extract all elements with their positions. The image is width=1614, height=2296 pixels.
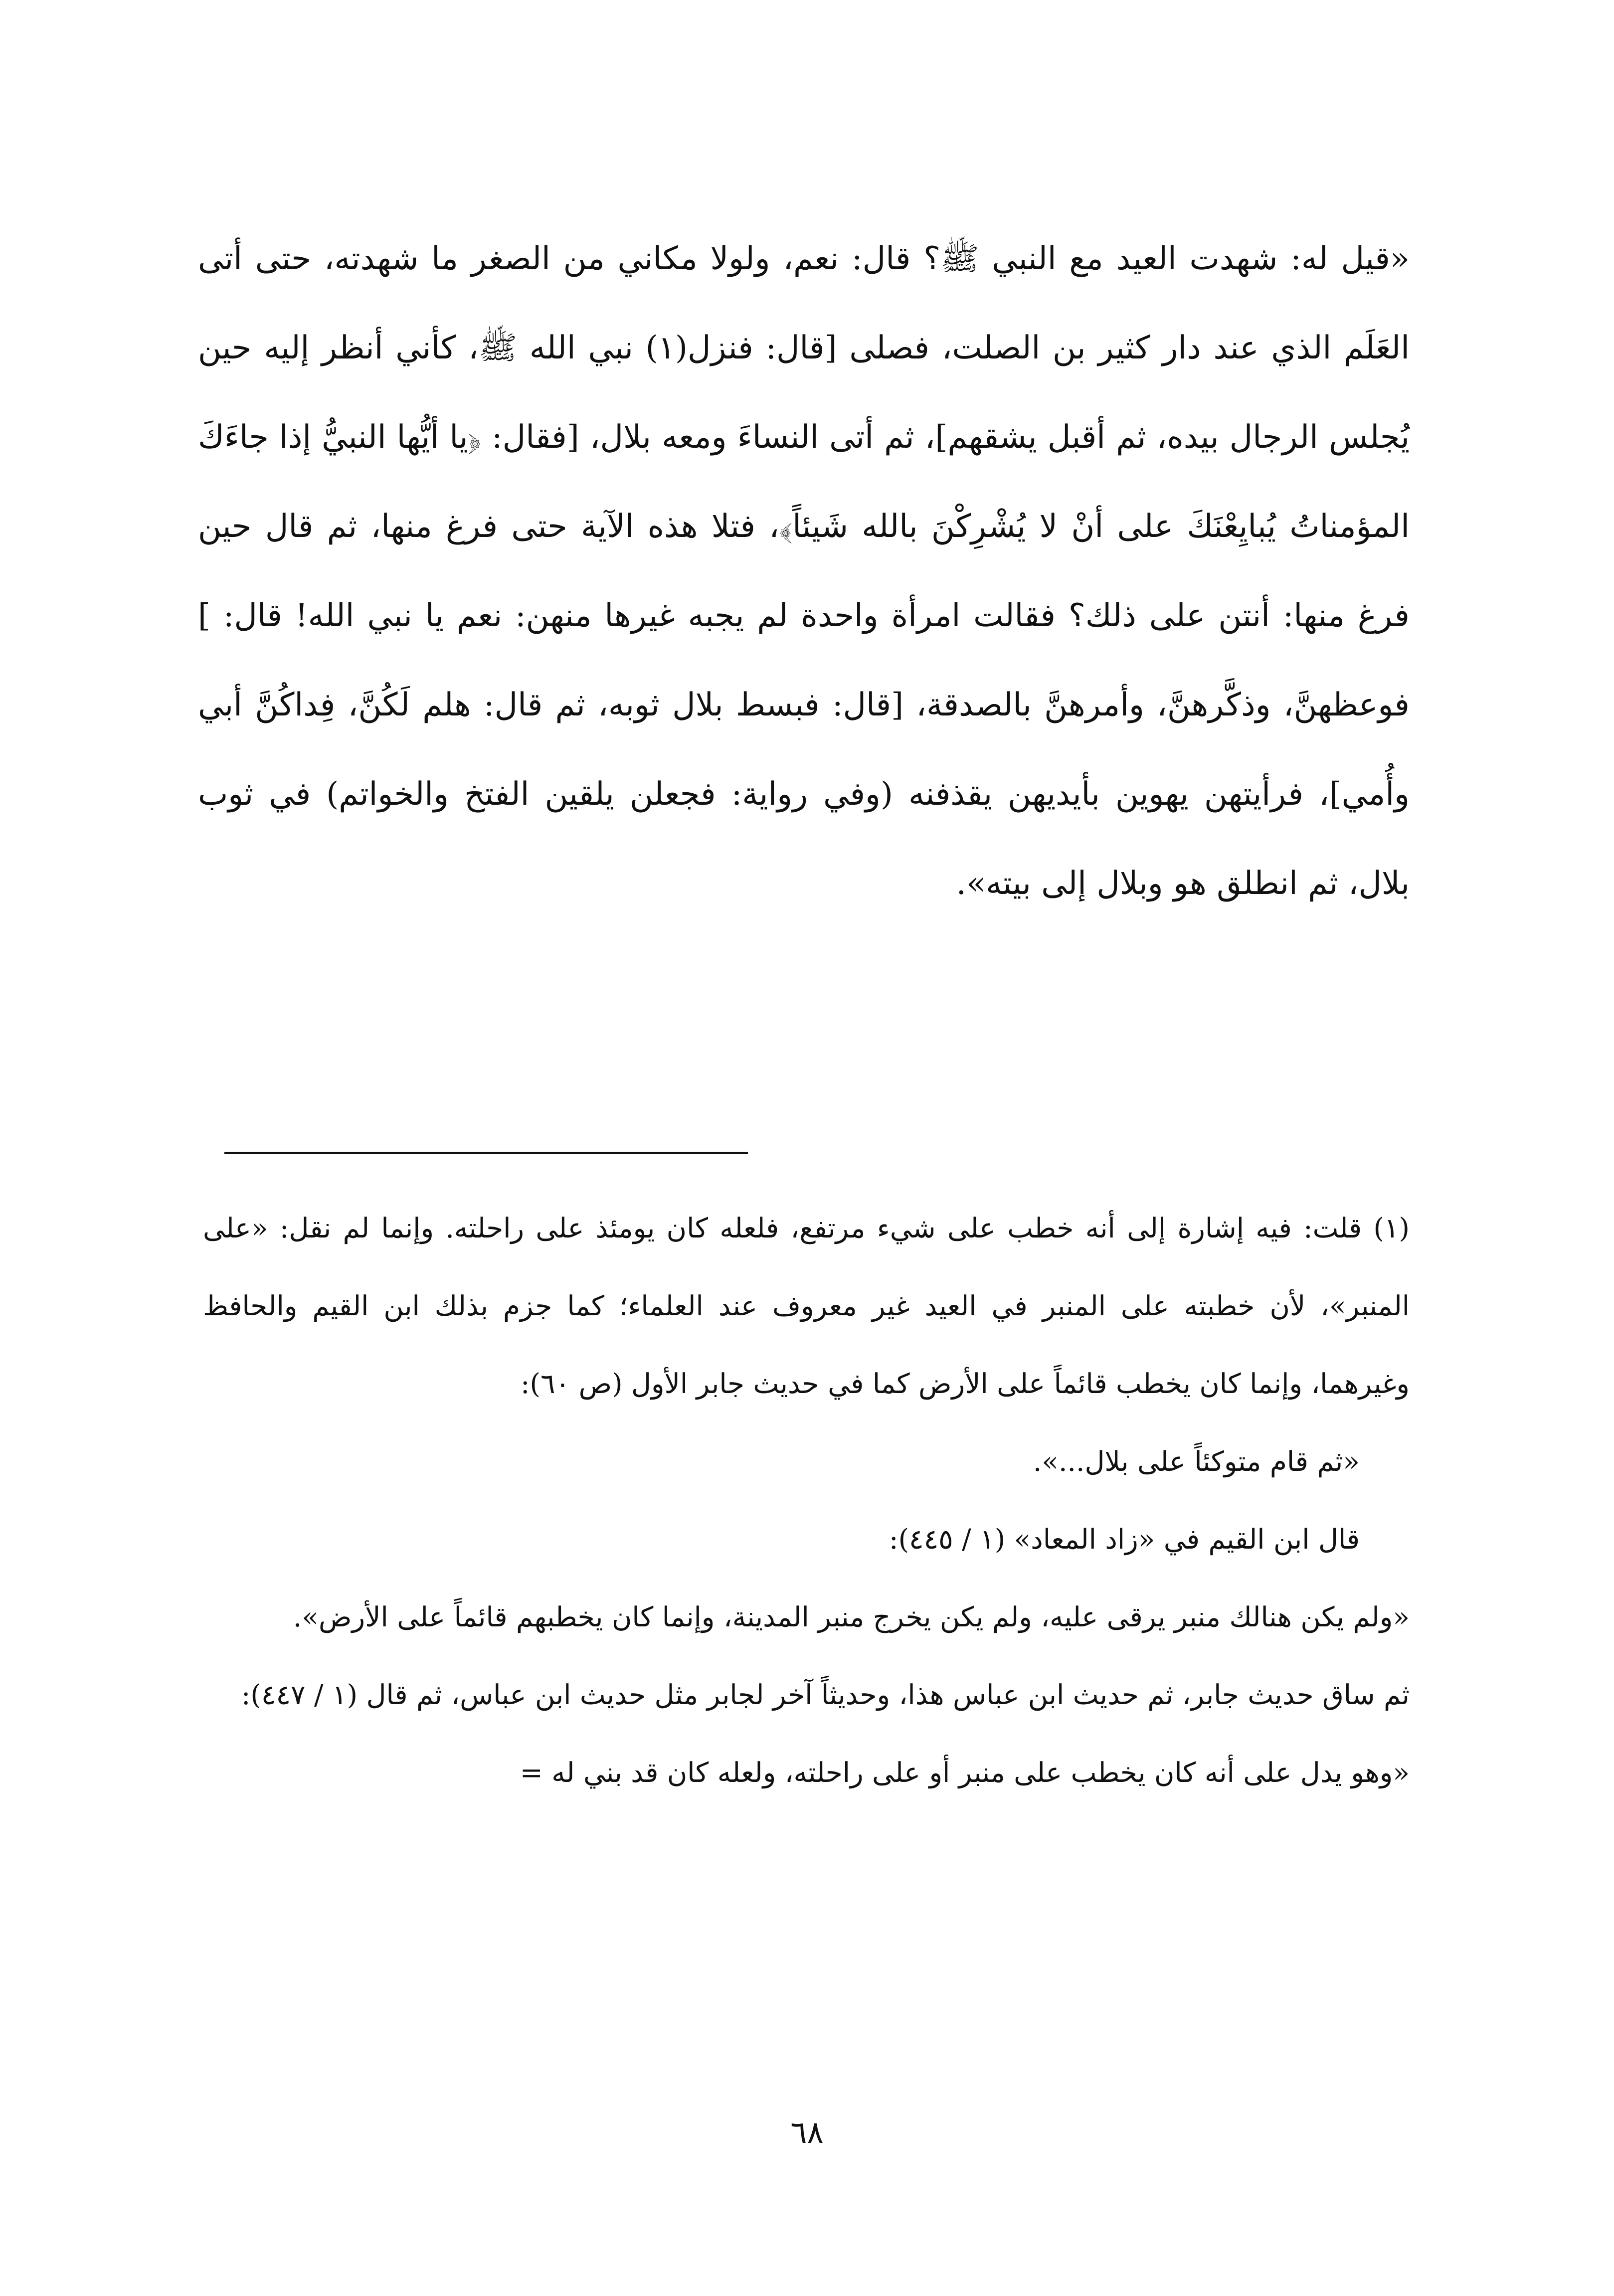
main-text-block (198, 214, 1410, 928)
footnote-separator (224, 1152, 748, 1154)
footnotes-block (203, 1189, 1410, 1811)
footnote-paragraph: ثم ساق حديث جابر، ثم حديث ابن عباس هذا، وحديثاً آخر لجابر مثل حديث ابن عباس، ثم قال (١ / ٤٤٧): (241, 1679, 1410, 1711)
main-paragraph: «قيل له: شهدت العيد مع النبي ﷺ؟ قال: نعم، ولولا مكاني من الصغر ما شهدته، حتى أتى العَلَم الذي عند دار كثير بن الصلت، فصلى [قال: فنزل(١) نبي الله ﷺ، كأني أنظر إليه حين يُجلس الرجال بيده، ثم أقبل يشقهم]، ثم أتى النساءَ ومعه بلال، [فقال: ﴿يا أيُّها النبيُّ إذا جاءَكَ المؤمناتُ يُبايِعْنَكَ على أنْ لا يُشْرِكْنَ بالله شَيئاً﴾، فتلا هذه الآية حتى فرغ منها، ثم قال حين فرغ منها: أنتن على ذلك؟ فقالت امرأة واحدة لم يجبه غيرها منهن: نعم يا نبي الله! قال: ] فوعظهنَّ، وذكَّرهنَّ، وأمرهنَّ بالصدقة، [قال: فبسط بلال ثوبه، ثم قال: هلم لَكُنَّ، فِداكُنَّ أبي وأُمي]، فرأيتهن يهوين بأيديهن يقذفنه (وفي رواية: فجعلن يلقين الفتخ والخواتم) في ثوب بلال، ثم انطلق هو وبلال إلى بيته». (198, 240, 1410, 902)
footnote-paragraph: قال ابن القيم في «زاد المعاد» (١ / ٤٤٥): (889, 1523, 1360, 1555)
footnote-quote: «ولم يكن هنالك منبر يرقى عليه، ولم يكن يخرج منبر المدينة، وإنما كان يخطبهم قائماً على الأرض». (293, 1601, 1410, 1633)
footnote-paragraph: (١) قلت: فيه إشارة إلى أنه خطب على شيء مرتفع، فلعله كان يومئذ على راحلته. وإنما لم نقل: «على المنبر»، لأن خطبته على المنبر في العيد غير معروف عند العلماء؛ كما جزم بذلك ابن القيم والحافظ وغيرهما، وإنما كان يخطب قائماً على الأرض كما في حديث جابر الأول (ص ٦٠): (203, 1212, 1410, 1400)
footnote-quote: «وهو يدل على أنه كان يخطب على منبر أو على راحلته، ولعله كان قد بني له = (520, 1757, 1410, 1788)
page-number: ٦٨ (790, 2114, 824, 2150)
footnote-quote: «ثم قام متوكئاً على بلال...». (1033, 1445, 1360, 1477)
